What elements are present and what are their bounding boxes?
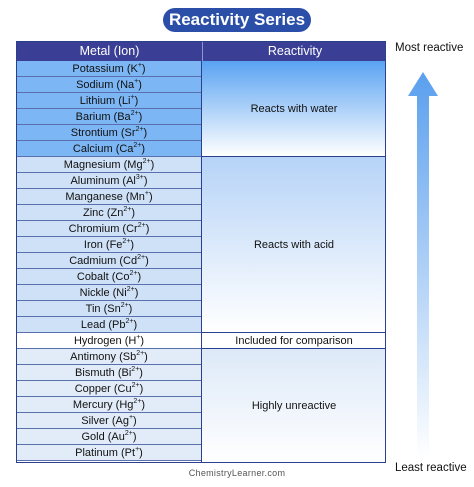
metal-close: ) bbox=[134, 95, 139, 107]
metal-name: Mercury (Hg bbox=[72, 399, 134, 411]
metal-close: ) bbox=[137, 271, 142, 283]
ion-charge: + bbox=[134, 78, 139, 85]
metal-name: Tin (Sn bbox=[85, 303, 121, 315]
table-header bbox=[17, 42, 385, 61]
metal-row bbox=[17, 109, 201, 125]
group-reacts-water bbox=[202, 61, 386, 157]
group-label: Included for comparison bbox=[235, 334, 353, 347]
metal-row bbox=[17, 365, 201, 381]
metal-close: ) bbox=[128, 303, 133, 315]
page-title: Reactivity Series bbox=[163, 8, 311, 32]
ion-charge: + bbox=[135, 446, 140, 453]
metal-close: ) bbox=[139, 367, 143, 379]
metal-close: ) bbox=[139, 447, 143, 459]
metal-name: Lithium (Li bbox=[79, 95, 131, 107]
metal-name: Antimony (Sb bbox=[70, 351, 137, 363]
metal-name: Nickle (Ni bbox=[79, 287, 127, 299]
metal-row bbox=[17, 349, 201, 365]
ion-charge: 2+ bbox=[133, 142, 142, 149]
header-reactivity: Reactivity bbox=[202, 42, 386, 61]
metal-name: Hydrogen (H bbox=[73, 335, 137, 347]
metal-row bbox=[17, 301, 201, 317]
metal-row bbox=[17, 221, 201, 237]
group-label: Reacts with acid bbox=[253, 238, 335, 251]
ion-charge: 2+ bbox=[120, 302, 129, 309]
metal-name: Potassium (K bbox=[72, 63, 138, 75]
group-reacts-acid bbox=[202, 157, 386, 333]
metal-close: ) bbox=[150, 159, 155, 171]
metal-row bbox=[17, 189, 201, 205]
ion-charge: 2+ bbox=[135, 126, 144, 133]
ion-charge: + bbox=[130, 94, 135, 101]
metal-name: Chromium (Cr bbox=[68, 223, 138, 235]
metal-close: ) bbox=[134, 287, 139, 299]
metal-row bbox=[17, 317, 201, 333]
reactivity-arrow-icon bbox=[408, 72, 438, 458]
ion-charge: 2+ bbox=[137, 222, 146, 229]
metal-name: Silver (Ag bbox=[81, 415, 129, 427]
metal-close: ) bbox=[132, 431, 137, 443]
ion-charge: + bbox=[128, 414, 134, 421]
ion-charge: + bbox=[144, 190, 149, 197]
metal-name: Cadmium (Cd bbox=[69, 255, 138, 267]
metal-name: Copper (Cu bbox=[74, 383, 132, 395]
ion-charge: 2+ bbox=[133, 398, 142, 405]
metal-name: Aluminum (Al bbox=[70, 175, 136, 187]
metal-close: ) bbox=[145, 223, 150, 235]
metal-name: Iron (Fe bbox=[83, 239, 123, 251]
metal-row bbox=[17, 205, 201, 221]
ion-charge: 2+ bbox=[130, 110, 139, 117]
metal-close: ) bbox=[130, 239, 135, 251]
metal-close: ) bbox=[138, 79, 142, 91]
metal-column bbox=[17, 61, 202, 463]
least-reactive-label: Least reactive bbox=[395, 462, 467, 474]
metal-row bbox=[17, 77, 201, 93]
metal-row bbox=[17, 157, 201, 173]
metal-close: ) bbox=[148, 191, 153, 203]
metal-name: Magnesium (Mg bbox=[63, 159, 143, 171]
metal-name: Cobalt (Co bbox=[76, 271, 130, 283]
metal-close: ) bbox=[138, 111, 143, 123]
metal-row bbox=[17, 141, 201, 157]
metal-row bbox=[17, 397, 201, 413]
metal-row bbox=[17, 445, 201, 461]
ion-charge: 2+ bbox=[129, 270, 138, 277]
metal-close: ) bbox=[133, 319, 138, 331]
ion-charge: 2+ bbox=[137, 254, 146, 261]
ion-charge: 2+ bbox=[131, 366, 140, 373]
metal-close: ) bbox=[141, 63, 146, 75]
metal-close: ) bbox=[141, 399, 146, 411]
metal-name: Calcium (Ca bbox=[72, 143, 134, 155]
ion-charge: 2+ bbox=[122, 238, 131, 245]
footer-credit: ChemistryLearner.com bbox=[188, 468, 286, 478]
ion-charge: + bbox=[137, 62, 142, 69]
metal-row bbox=[17, 413, 201, 429]
group-label: Highly unreactive bbox=[251, 400, 337, 412]
metal-name: Barium (Ba bbox=[75, 111, 131, 123]
ion-charge: 2+ bbox=[123, 206, 132, 213]
ion-charge: 3+ bbox=[135, 174, 144, 181]
metal-row bbox=[17, 93, 201, 109]
metal-name: Zinc (Zn bbox=[83, 207, 124, 219]
metal-name: Strontium (Sr bbox=[70, 127, 136, 139]
metal-close: ) bbox=[143, 127, 148, 139]
metal-name: Manganese (Mn bbox=[65, 191, 145, 203]
metal-row bbox=[17, 125, 201, 141]
metal-row bbox=[17, 237, 201, 253]
metal-close: ) bbox=[139, 383, 144, 395]
metal-row bbox=[17, 61, 201, 77]
metal-name: Lead (Pb bbox=[80, 319, 126, 331]
metal-name: Bismuth (Bi bbox=[75, 367, 132, 379]
header-metal: Metal (Ion) bbox=[79, 44, 140, 58]
metal-row bbox=[17, 381, 201, 397]
reactivity-table bbox=[16, 41, 386, 463]
most-reactive-label: Most reactive bbox=[395, 42, 464, 54]
ion-charge: 2+ bbox=[125, 318, 134, 325]
metal-row bbox=[17, 333, 201, 349]
metal-close: ) bbox=[145, 255, 149, 267]
group-unreactive bbox=[202, 349, 386, 463]
metal-row bbox=[17, 285, 201, 301]
metal-close: ) bbox=[143, 175, 148, 187]
metal-close: ) bbox=[133, 415, 137, 427]
metal-close: ) bbox=[141, 143, 146, 155]
ion-charge: 2+ bbox=[136, 350, 145, 357]
metal-row bbox=[17, 429, 201, 445]
ion-charge: 2+ bbox=[142, 158, 151, 165]
metal-close: ) bbox=[144, 351, 148, 363]
metal-close: ) bbox=[131, 207, 135, 219]
metal-row bbox=[17, 173, 201, 189]
group-label: Reacts with water bbox=[250, 102, 338, 115]
metal-row bbox=[17, 253, 201, 269]
metal-name: Platinum (Pt bbox=[75, 447, 136, 459]
metal-close: ) bbox=[140, 335, 145, 347]
metal-row bbox=[17, 269, 201, 285]
group-comparison bbox=[202, 333, 386, 349]
ion-charge: 2+ bbox=[126, 286, 135, 293]
ion-charge: 2+ bbox=[131, 382, 140, 389]
ion-charge: 2+ bbox=[124, 430, 133, 437]
metal-name: Sodium (Na bbox=[76, 79, 135, 91]
ion-charge: + bbox=[136, 334, 141, 341]
metal-name: Gold (Au bbox=[81, 431, 125, 443]
